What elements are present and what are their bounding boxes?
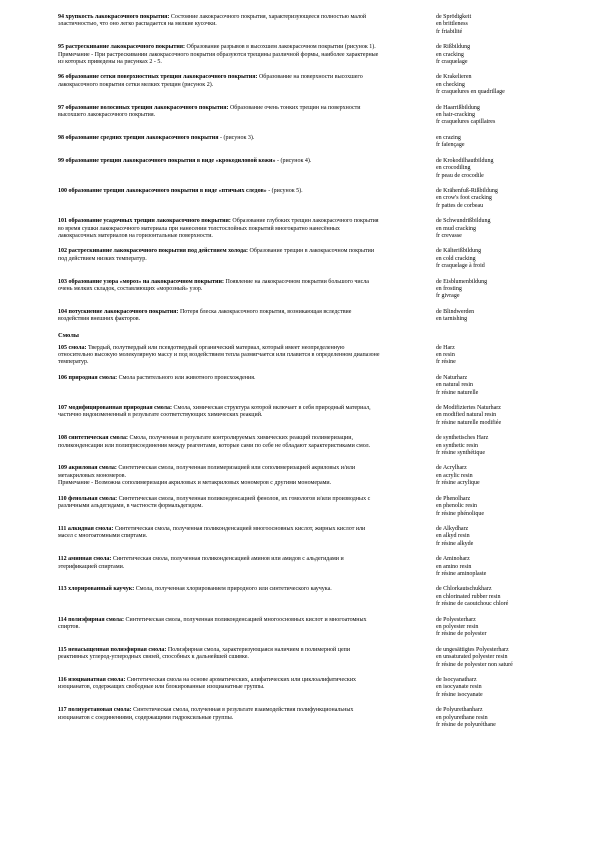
equivalent-fr: fr résine de polyester <box>436 631 487 638</box>
term-text <box>58 496 380 518</box>
term-equivalents <box>436 135 558 150</box>
equivalent-fr: fr craquelage à froid <box>436 263 485 270</box>
term-number: 111 <box>58 525 67 532</box>
term-number: 102 <box>58 248 67 255</box>
equivalent-fr: fr craquelures en quadrillage <box>436 89 505 96</box>
term-text <box>58 135 380 150</box>
equivalent-de: de Phenolharz <box>436 495 471 502</box>
term-equivalents <box>436 435 558 457</box>
term-definition: Образование разрывов в высохшем лакокрасочном покрытии (рисунок 1). <box>186 44 376 51</box>
term-entry <box>58 586 558 608</box>
term-definition: Смола растительного или животного происхождения. <box>118 374 256 381</box>
term-name: образование усадочных трещин лакокрасочного покрытия: <box>68 218 231 225</box>
term-entry <box>58 556 558 578</box>
term-name: полиуретановая смола: <box>68 707 132 714</box>
term-text <box>58 188 380 210</box>
term-number: 109 <box>58 465 67 472</box>
term-definition: Образование глубоких трещин лакокрасочного покрытия во время сушки лакокрасочного материала при нанесении толстослойных покрытий многократно нанесённых лакокрасочных материалов на горизонтальные поверхности. <box>58 218 379 239</box>
equivalent-de: de Haarrißbildung <box>436 104 480 111</box>
term-equivalents <box>436 309 558 324</box>
term-name: образование трещин лакокрасочного покрытия в виде «крокодиловой кожи» <box>65 157 276 164</box>
equivalent-en: en cold cracking <box>436 255 476 262</box>
equivalent-en: en crocodiling <box>436 165 471 172</box>
term-equivalents <box>436 375 558 397</box>
term-number: 115 <box>58 646 67 653</box>
term-equivalents <box>436 707 558 729</box>
term-definition: Образование на поверхности высохшего лакокрасочного покрытия сетки мелких трещин (рисунок 2). <box>58 74 363 88</box>
term-definition: Смола, химическая структура которой включает в себя природный материал, частично видоизмененный в результате соответствующих химических реакций. <box>58 405 371 419</box>
term-text <box>58 465 380 487</box>
term-name: аминная смола: <box>68 556 112 563</box>
term-equivalents <box>436 405 558 427</box>
term-name: растрескивание лакокрасочного покрытия под действием холода: <box>68 248 248 255</box>
equivalent-fr: fr friabilité <box>436 28 463 35</box>
document-page <box>58 14 558 737</box>
equivalent-fr: fr résine isocyanate <box>436 691 483 698</box>
term-name: потускнение лакокрасочного покрытия: <box>68 308 179 315</box>
term-text <box>58 44 380 66</box>
term-name: растрескивание лакокрасочного покрытия: <box>65 44 186 51</box>
term-definition: Синтетическая смола, полученная поликонденсацией многоосновных кислот и многоатомных спиртов. <box>58 616 367 630</box>
term-entry <box>58 135 558 150</box>
term-entry <box>58 465 558 487</box>
term-definition: Полиэфирная смола, характеризующаяся наличием в полимерной цепи реактивных углерод-углеродных связей, способных к дальнейшей сшивке. <box>58 646 351 661</box>
equivalent-en: en tarnishing <box>436 316 468 323</box>
equivalent-de: en crazing <box>436 134 461 141</box>
term-definition: Потеря блеска лакокрасочного покрытия, возникающая вследствие воздействия внешних факторов. <box>58 308 352 323</box>
term-definition: Смола, полученная хлорированием природного или синтетического каучука. <box>135 586 332 593</box>
equivalent-en: en natural resin <box>436 382 473 389</box>
equivalent-en: en alkyd resin <box>436 533 470 540</box>
term-entry <box>58 14 558 36</box>
term-name: модифицированная природная смола: <box>68 405 173 412</box>
term-entry <box>58 496 558 518</box>
term-number: 95 <box>58 44 64 51</box>
section-title: Смолы <box>58 331 79 339</box>
term-definition: Синтетическая смола, полученная поликонденсацией фенолов, их гомологов и/или производных с различными альдегидами, в частности формальдегидом. <box>58 495 371 510</box>
term-entry <box>58 375 558 397</box>
term-name: фенольная смола: <box>68 495 118 502</box>
term-entry <box>58 309 558 324</box>
equivalent-de: de Polyurethanharz <box>436 707 483 714</box>
term-text <box>58 248 380 270</box>
term-equivalents <box>436 586 558 608</box>
term-definition: Образование очень тонких трещин на поверхности высохшего лакокрасочного покрытия. <box>58 104 361 119</box>
equivalent-de: de Eisblumenbildung <box>436 278 488 285</box>
equivalent-de: de Naturharz <box>436 374 468 381</box>
equivalent-fr: fr résine de polyuréthane <box>436 722 496 729</box>
equivalent-fr: fr résine alkyde <box>436 540 474 547</box>
equivalent-en: en chlorinated rubber resin <box>436 593 501 600</box>
term-entry <box>58 345 558 367</box>
term-text <box>58 677 380 699</box>
equivalent-en: en polyester resin <box>436 623 479 630</box>
equivalent-de: de Sprödigkeit <box>436 14 472 20</box>
term-definition: Синтетическая смола, полученная полимеризацией или сополимеризацией акриловых и/или метакриловых мономеров. <box>58 465 356 479</box>
term-number: 114 <box>58 616 67 623</box>
equivalent-en: en resin <box>436 352 455 358</box>
term-entry <box>58 677 558 699</box>
term-name: хлорированный каучук: <box>68 586 135 593</box>
term-entry <box>58 405 558 427</box>
term-name: смола: <box>68 344 87 351</box>
term-name: полиэфирная смола: <box>68 616 125 623</box>
term-entry <box>58 105 558 127</box>
term-number: 100 <box>58 187 67 194</box>
term-name: ненасыщенная полиэфирная смола: <box>68 646 167 653</box>
term-text <box>58 14 380 36</box>
equivalent-fr: fr résine phénolique <box>436 510 484 517</box>
term-text <box>58 105 380 127</box>
equivalent-en: en amino resin <box>436 563 472 570</box>
equivalent-fr: fr givrage <box>436 293 460 300</box>
equivalent-de: de Aminoharz <box>436 556 470 563</box>
term-definition: Появление на лакокрасочном покрытии большого числа очень мелких складок, составляющих «морозный» узор. <box>58 278 369 292</box>
term-name: образование средних трещин лакокрасочного покрытия <box>65 134 219 141</box>
term-name: изоцианатная смола: <box>68 677 126 683</box>
equivalent-en: en unsaturated polyester resin <box>436 654 508 661</box>
equivalent-de: de Schwundrißbildung <box>436 218 491 225</box>
term-definition: Синтетическая смола, полученная в результате взаимодействия полифункциональных изоцианатов с соединениями, содержащими гидроксильные группы. <box>58 707 354 721</box>
term-equivalents <box>436 188 558 210</box>
term-entry <box>58 44 558 66</box>
equivalent-de: de Acrylharz <box>436 465 467 472</box>
term-equivalents <box>436 465 558 487</box>
equivalent-de: de Kälterißbildung <box>436 248 482 255</box>
term-equivalents <box>436 556 558 578</box>
term-definition: - (рисунок 4). <box>276 157 312 164</box>
term-definition: Образование трещин в лакокрасочном покрытии под действием низких температур. <box>58 248 375 262</box>
equivalent-fr: fr craquelures capillaires <box>436 119 496 126</box>
term-entry <box>58 218 558 240</box>
term-equivalents <box>436 14 558 36</box>
term-number: 117 <box>58 707 67 714</box>
term-entry <box>58 707 558 729</box>
term-text <box>58 375 380 397</box>
term-definition: Синтетическая смола, полученная поликонденсацией аминов или амидов с альдегидами и этерификацией спиртами. <box>58 556 344 570</box>
equivalent-fr: fr craquelage <box>436 59 468 66</box>
term-name: образование сетки поверхностных трещин лакокрасочного покрытия: <box>65 74 258 81</box>
term-equivalents <box>436 74 558 96</box>
term-definition: - (рисунок 3). <box>219 134 255 141</box>
equivalent-de: de Modifiziertes Naturharz <box>436 405 501 412</box>
term-name: образование трещин лакокрасочного покрытия в виде «птичьих следов» <box>68 187 267 194</box>
term-text <box>58 405 380 427</box>
term-entry <box>58 647 558 669</box>
term-text <box>58 279 380 301</box>
equivalent-de: de Krähenfuß-Rißbildung <box>436 187 498 194</box>
term-equivalents <box>436 647 558 669</box>
term-entry <box>58 74 558 96</box>
term-number: 105 <box>58 344 67 351</box>
term-equivalents <box>436 248 558 270</box>
equivalent-fr: fr crevasse <box>436 232 462 239</box>
equivalent-de: de Harz <box>436 344 455 351</box>
term-text <box>58 158 380 180</box>
equivalent-fr: fr résine de caoutchouc chloré <box>436 601 509 608</box>
equivalent-en: en cracking <box>436 51 464 58</box>
term-number: 110 <box>58 495 67 502</box>
equivalent-de: de Chlorkautschukharz <box>436 586 492 593</box>
equivalent-en: en brittleness <box>436 21 468 28</box>
term-name: синтетическая смола: <box>68 435 128 442</box>
equivalent-en: en polyurethane resin <box>436 714 488 721</box>
equivalent-en: en synthetic resin <box>436 442 478 449</box>
term-note: Примечание - При растрескивании лакокрасочного покрытия образуются трещины различной формы, наиболее характерные из которых приведены на рисунках 2 - 5. <box>58 51 379 66</box>
term-equivalents <box>436 345 558 367</box>
term-text <box>58 707 380 729</box>
term-number: 99 <box>58 157 64 164</box>
equivalent-fr: fr résine naturelle <box>436 389 479 396</box>
term-definition: - (рисунок 5). <box>268 187 303 194</box>
term-number: 104 <box>58 308 67 315</box>
term-number: 107 <box>58 405 67 412</box>
equivalent-de: de Isocyanatharz <box>436 677 477 683</box>
term-text <box>58 617 380 639</box>
term-equivalents <box>436 105 558 127</box>
equivalent-de: de Alkydharz <box>436 525 469 532</box>
term-name: образование волосяных трещин лакокрасочного покрытия: <box>65 104 229 111</box>
term-number: 108 <box>58 435 67 442</box>
term-number: 98 <box>58 134 64 141</box>
term-entry <box>58 279 558 301</box>
term-definition: Твердый, полутвердый или псевдотвердый органический материал, который имеет неопределенную относительно высокую молекулярную массу и под воздействием тепла размягчается или плавится в определенном диапазоне температур. <box>58 344 380 366</box>
term-definition: Состояние лакокрасочного покрытия, характеризующееся полностью малой эластичностью, что оно легко распадается на мелкие кусочки. <box>58 14 367 28</box>
term-entry <box>58 158 558 180</box>
equivalent-en: fr faïençage <box>436 142 465 149</box>
term-text <box>58 74 380 96</box>
equivalent-de: de Krokodilhautbildung <box>436 157 494 164</box>
term-equivalents <box>436 617 558 639</box>
term-name: акриловая смола: <box>68 465 117 472</box>
term-text <box>58 218 380 240</box>
term-number: 113 <box>58 586 67 593</box>
term-entry <box>58 248 558 270</box>
term-text <box>58 647 380 669</box>
equivalent-en: en crow's foot cracking <box>436 195 492 202</box>
term-number: 106 <box>58 374 67 381</box>
equivalent-de: de Rißbildung <box>436 44 471 51</box>
term-name: хрупкость лакокрасочного покрытия: <box>65 14 170 20</box>
term-equivalents <box>436 218 558 240</box>
term-equivalents <box>436 677 558 699</box>
equivalent-fr: fr peau de crocodile <box>436 172 484 179</box>
term-definition: Смола, полученная в результате контролируемых химических реакций полимеризации, поликонденсации или полиприсоединения между реагентами, которые сами по себе не обладают характеристиками смол. <box>58 435 371 449</box>
term-text <box>58 435 380 457</box>
term-equivalents <box>436 496 558 518</box>
term-number: 116 <box>58 677 67 683</box>
equivalent-en: en acrylic resin <box>436 472 473 479</box>
term-entry <box>58 435 558 457</box>
term-entry <box>58 526 558 548</box>
equivalent-fr: fr résine de polyester non saturé <box>436 661 513 668</box>
term-number: 97 <box>58 104 64 111</box>
term-definition: Синтетическая смола, полученная поликонденсацией многоосновных кислот, жирных кислот или масел с многоатомными спиртами. <box>58 525 366 540</box>
equivalent-en: en modified natural resin <box>436 412 497 419</box>
equivalent-de: de Blindwerden <box>436 308 475 315</box>
equivalent-en: en hair-cracking <box>436 112 476 119</box>
term-number: 101 <box>58 218 67 225</box>
equivalent-fr: fr résine synthétique <box>436 450 485 457</box>
equivalent-en: en frosting <box>436 285 462 292</box>
equivalent-de: de Polyesterharz <box>436 616 476 623</box>
term-number: 112 <box>58 556 67 563</box>
equivalent-en: en checking <box>436 81 465 88</box>
equivalent-de: de ungesättigtes Polyesterharz <box>436 646 509 653</box>
term-text <box>58 526 380 548</box>
equivalent-en: en isocyanate resin <box>436 684 482 691</box>
term-equivalents <box>436 279 558 301</box>
term-name: природная смола: <box>68 374 118 381</box>
term-equivalents <box>436 44 558 66</box>
equivalent-en: en phenolic resin <box>436 503 477 510</box>
term-note: Примечание - Возможна сополимеризация акриловых и метакриловых мономеров с другими мономерами. <box>58 480 332 487</box>
term-entry <box>58 617 558 639</box>
equivalent-fr: fr pattes de corbeau <box>436 202 484 209</box>
term-definition: Синтетическая смола на основе ароматических, алифатических или циклоалифатических изоцианатов, содержащих свободные или блокированные изоцианатные группы. <box>58 677 357 691</box>
term-number: 103 <box>58 278 67 285</box>
term-name: образование узора «мороз» на лакокрасочном покрытии: <box>68 278 224 285</box>
term-text <box>58 556 380 578</box>
term-number: 96 <box>58 74 64 81</box>
term-text <box>58 345 380 367</box>
equivalent-fr: fr résine acrylique <box>436 480 480 487</box>
term-equivalents <box>436 158 558 180</box>
term-text <box>58 309 380 324</box>
equivalent-en: en mud cracking <box>436 225 476 232</box>
term-entry <box>58 188 558 210</box>
term-text <box>58 586 380 608</box>
term-number: 94 <box>58 14 64 20</box>
equivalent-fr: fr résine aminoplaste <box>436 570 487 577</box>
equivalent-de: de synthetisches Harz <box>436 435 489 442</box>
equivalent-fr: fr résine naturelle modifiée <box>436 419 502 426</box>
equivalent-fr: fr résine <box>436 359 456 366</box>
equivalent-de: de Krakelieren <box>436 74 472 81</box>
term-equivalents <box>436 526 558 548</box>
term-name: алкидная смола: <box>67 525 114 532</box>
